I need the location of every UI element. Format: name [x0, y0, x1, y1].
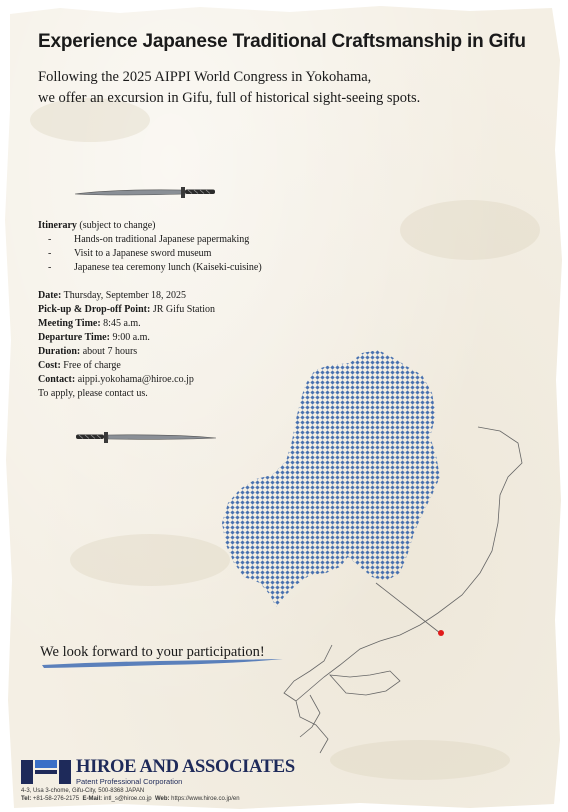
detail-value: Free of charge	[63, 360, 121, 371]
katana-icon	[73, 184, 218, 200]
locator-line	[376, 583, 440, 633]
hiroe-logo	[21, 760, 71, 784]
itinerary-item	[38, 261, 338, 275]
katana-icon	[74, 429, 219, 445]
detail-value: 9:00 a.m.	[112, 332, 150, 343]
footer-email-link[interactable]: intl_s@hiroe.co.jp	[103, 796, 152, 802]
detail-label: Departure Time:	[38, 332, 110, 343]
locator-marker	[438, 630, 444, 636]
tel-number: +81-58-276-2175	[32, 796, 80, 802]
itinerary-item	[38, 247, 338, 261]
tel-label: Tel:	[21, 796, 32, 802]
detail-pickup	[38, 303, 338, 317]
detail-value: 8:45 a.m.	[103, 318, 141, 329]
firm-subtitle: Patent Professional Corporation	[76, 777, 183, 786]
detail-value: JR Gifu Station	[152, 304, 216, 315]
email-label: E-Mail:	[82, 796, 103, 802]
detail-value: Thursday, September 18, 2025	[63, 290, 187, 301]
detail-label: Date:	[38, 290, 62, 301]
detail-departure-time	[38, 331, 338, 345]
itinerary-text: Hands-on traditional Japanese papermaking	[74, 234, 250, 245]
footer-web-link[interactable]: https://www.hiroe.co.jp/en	[171, 796, 240, 802]
footer-address: 4-3, Usa 3-chome, Gifu-City, 500-8368 JAPAN	[21, 788, 145, 794]
itinerary-dash: -	[48, 248, 52, 259]
intro-text	[38, 67, 538, 109]
itinerary-text: Visit to a Japanese sword museum	[74, 248, 212, 259]
detail-label: Cost:	[38, 360, 61, 371]
detail-label: Duration:	[38, 346, 81, 357]
itinerary-text: Japanese tea ceremony lunch (Kaiseki-cuisine)	[74, 262, 262, 273]
itinerary-label: Itinerary	[38, 220, 77, 231]
apply-text: To apply, please contact us.	[38, 388, 148, 399]
web-label: Web:	[154, 796, 170, 802]
firm-name: HIROE AND ASSOCIATES	[76, 757, 295, 777]
itinerary-note: (subject to change)	[79, 220, 156, 231]
footer-contact-info	[21, 787, 240, 803]
gifu-prefecture	[222, 350, 440, 607]
itinerary-dash: -	[48, 234, 52, 245]
contact-email[interactable]: aippi.yokohama@hiroe.co.jp	[77, 374, 194, 385]
detail-label: Contact:	[38, 374, 76, 385]
detail-label: Pick-up & Drop-off Point:	[38, 304, 151, 315]
brush-stroke-underline	[40, 656, 285, 670]
gifu-japan-map	[200, 345, 540, 765]
kyushu-shikoku-outline	[300, 671, 400, 737]
closing-message: We look forward to your participation!	[40, 644, 265, 660]
page-title: Experience Japanese Traditional Craftsmanship in Gifu	[38, 31, 526, 52]
itinerary-dash: -	[48, 262, 52, 273]
detail-label: Meeting Time:	[38, 318, 101, 329]
footer-contact-line	[21, 795, 240, 803]
detail-meeting-time	[38, 317, 338, 331]
intro-line-1: Following the 2025 AIPPI World Congress in Yokohama,	[38, 69, 372, 85]
itinerary-heading	[38, 219, 338, 233]
itinerary-item	[38, 233, 338, 247]
detail-value: about 7 hours	[82, 346, 138, 357]
detail-date	[38, 289, 338, 303]
intro-line-2: we offer an excursion in Gifu, full of historical sight-seeing spots.	[38, 90, 421, 106]
